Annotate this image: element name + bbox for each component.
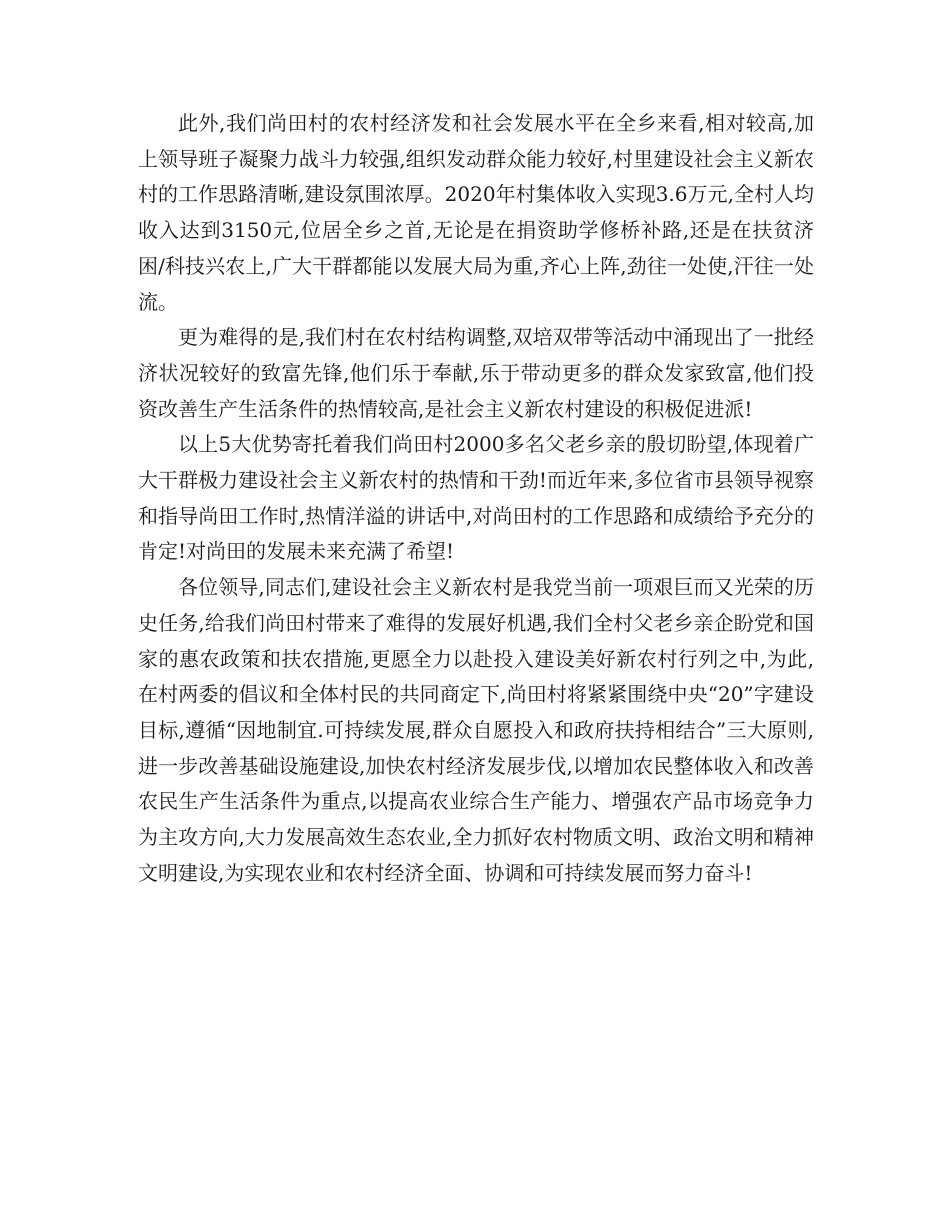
paragraph-advantages: 此外,我们尚田村的农村经济发和社会发展水平在全乡来看,相对较高,加上领导班子凝聚力战斗力较强,组织发动群众能力较好,村里建设社会主义新农村的工作思路清晰,建设氛围浓厚。2020年村集体收入实现3.6万元,全村人均收入达到3150元,位居全乡之首,无论是在捐资助学修桥补路,还是在扶贫济困/科技兴农上,广大干群都能以发展大局为重,齐心上阵,劲往一处使,汗往一处流。: [138, 111, 814, 314]
document-page: [138, 106, 814, 891]
paragraph-summary: 以上5大优势寄托着我们尚田村2000多名父老乡亲的殷切盼望,体现着广大干群极力建设社会主义新农村的热情和干劲!而近年来,多位省市县领导视察和指导尚田工作时,热情洋溢的讲话中,对尚田村的工作思路和成绩给予充分的肯定!对尚田的发展未来充满了希望!: [138, 432, 814, 564]
paragraph-goals: 各位领导,同志们,建设社会主义新农村是我党当前一项艰巨而又光荣的历史任务,给我们尚田村带来了难得的发展好机遇,我们全村父老乡亲企盼党和国家的惠农政策和扶农措施,更愿全力以赴投入建设美好新农村行列之中,为此,在村两委的倡议和全体村民的共同商定下,尚田村将紧紧围绕中央“20”字建设目标,遵循“因地制宜.可持续发展,群众自愿投入和政府扶持相结合”三大原则,进一步改善基础设施建设,加快农村经济发展步伐,以增加农民整体收入和改善农民生产生活条件为重点,以提高农业综合生产能力、增强农产品市场竞争力为主攻方向,大力发展高效生态农业,全力抓好农村物质文明、政治文明和精神文明建设,为实现农业和农村经济全面、协调和可持续发展而努力奋斗!: [138, 575, 814, 885]
paragraph-pioneers: 更为难得的是,我们村在农村结构调整,双培双带等活动中涌现出了一批经济状况较好的致富先锋,他们乐于奉献,乐于带动更多的群众发家致富,他们投资改善生产生活条件的热情较高,是社会主义新农村建设的积极促进派!: [138, 325, 814, 421]
